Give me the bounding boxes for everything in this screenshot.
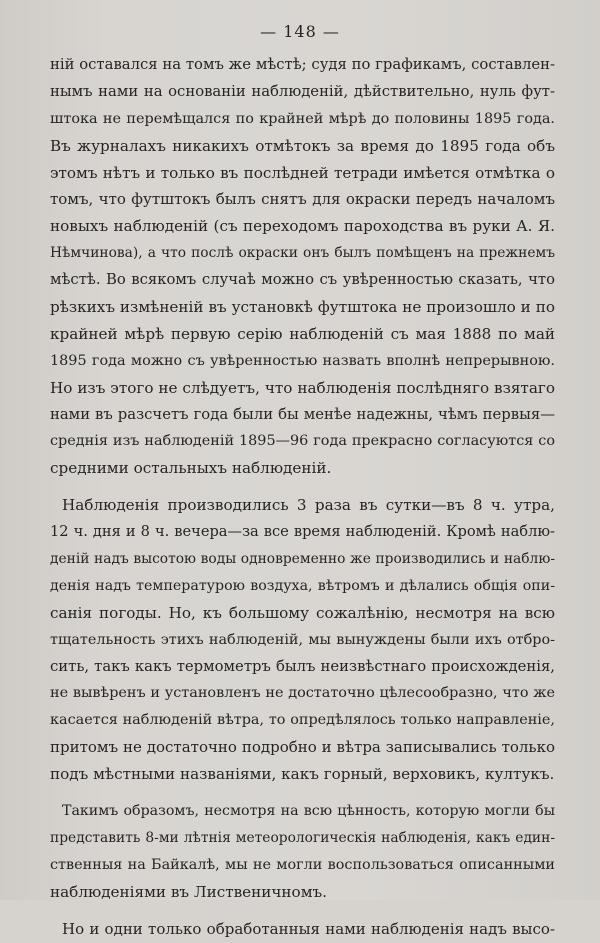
text-line: среднія изъ наблюденій 1895—96 года прекрасно согласуются со bbox=[50, 433, 555, 450]
text-line: мѣстѣ. Во всякомъ случаѣ можно съ увѣренностью сказать, что bbox=[50, 271, 555, 289]
text-line: наблюденіями въ Лиственичномъ. bbox=[50, 882, 327, 901]
text-line: санія погоды. Но, къ большому сожалѣнію, несмотря на всю bbox=[50, 603, 555, 622]
text-line: Такимъ образомъ, несмотря на всю цѣнность, которую могли бы bbox=[62, 803, 555, 820]
paragraph-3 bbox=[50, 798, 555, 906]
paragraph-2 bbox=[50, 492, 555, 788]
text-line: Наблюденія производились 3 раза въ сутки—въ 8 ч. утра, bbox=[62, 496, 555, 515]
text-line: средними остальныхъ наблюденій. bbox=[50, 459, 332, 478]
text-line: штока не перемѣщался по крайней мѣрѣ до половины 1895 года. bbox=[50, 110, 555, 127]
text-line: крайней мѣрѣ первую серію наблюденій съ мая 1888 по май bbox=[50, 324, 555, 343]
text-line: представить 8-ми лѣтнія метеорологическія наблюденія, какъ един- bbox=[50, 829, 555, 846]
text-line: притомъ не достаточно подробно и вѣтра записывались только bbox=[50, 738, 555, 757]
text-line: этомъ нѣтъ и только въ послѣдней тетради имѣется отмѣтка о bbox=[50, 163, 555, 182]
text-line: томъ, что футштокъ былъ снятъ для окраски передъ началомъ bbox=[50, 190, 555, 209]
text-line: касается наблюденій вѣтра, то опредѣлялось только направленіе, bbox=[50, 712, 555, 729]
paragraph-1 bbox=[50, 52, 555, 482]
text-line: рѣзкихъ измѣненій въ установкѣ футштока не произошло и по bbox=[50, 298, 555, 317]
text-line: нымъ нами на основаніи наблюденій, дѣйствительно, нуль фут- bbox=[50, 82, 555, 100]
text-line: ній оставался на томъ же мѣстѣ; судя по графикамъ, составлен- bbox=[50, 56, 555, 73]
text-line: Нѣмчинова), а что послѣ окраски онъ былъ помѣщенъ на прежнемъ bbox=[50, 245, 555, 262]
text-line: нами въ разсчетъ года были бы менѣе надежны, чѣмъ первыя— bbox=[50, 405, 555, 423]
text-line: тщательность этихъ наблюденій, мы вынуждены были ихъ отбро- bbox=[50, 631, 555, 648]
page-body bbox=[50, 52, 555, 943]
text-line: не вывѣренъ и установленъ не достаточно цѣлесообразно, что же bbox=[50, 685, 555, 702]
text-line: сить, такъ какъ термометръ былъ неизвѣстнаго происхожденія, bbox=[50, 657, 555, 675]
paragraph-4 bbox=[50, 916, 555, 943]
text-line: денія надъ температурою воздуха, вѣтромъ и дѣлались общія опи- bbox=[50, 577, 555, 594]
text-line: 1895 года можно съ увѣренностью назвать вполнѣ непрерывною. bbox=[50, 352, 555, 369]
text-line: ственныя на Байкалѣ, мы не могли воспользоваться описанными bbox=[50, 856, 555, 873]
text-line: Но и одни только обработанныя нами наблюденія надъ высо- bbox=[62, 919, 555, 938]
text-line: подъ мѣстными названіями, какъ горный, верховикъ, култукъ. bbox=[50, 765, 555, 784]
text-line: Въ журналахъ никакихъ отмѣтокъ за время до 1895 года объ bbox=[50, 136, 555, 155]
page-number: — 148 — bbox=[260, 22, 340, 41]
text-line: деній надъ высотою воды одновременно же производились и наблю- bbox=[50, 551, 555, 568]
text-line: 12 ч. дня и 8 ч. вечера—за все время наблюденій. Кромѣ наблю- bbox=[50, 523, 555, 541]
text-line: новыхъ наблюденій (съ переходомъ пароходства въ руки А. Я. bbox=[50, 217, 555, 236]
text-line: Но изъ этого не слѣдуетъ, что наблюденія послѣдняго взятаго bbox=[50, 378, 555, 397]
